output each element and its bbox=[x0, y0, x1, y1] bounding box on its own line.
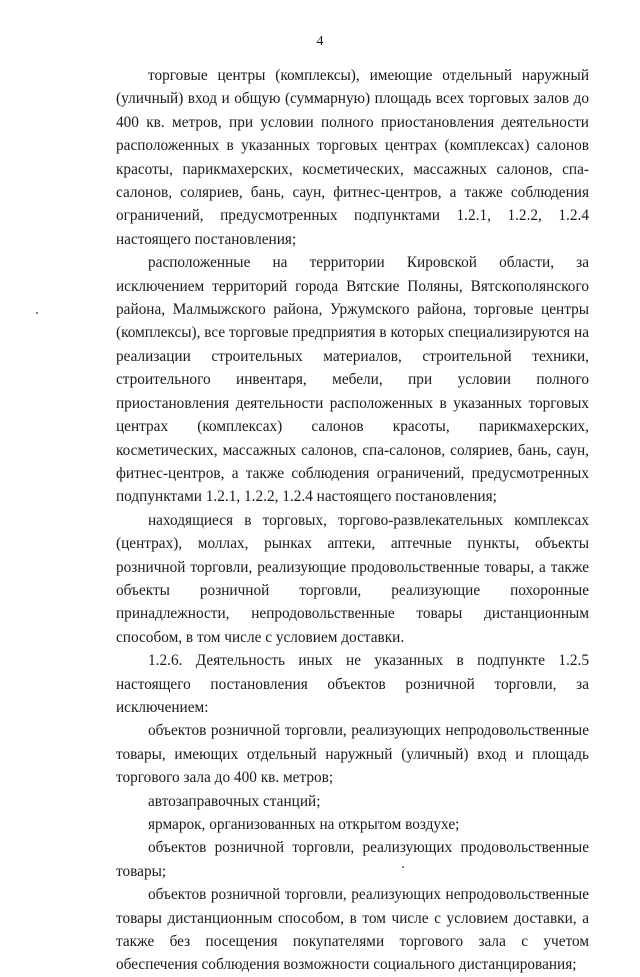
paragraph: автозаправочных станций; bbox=[148, 792, 321, 810]
paragraph: находящиеся в торговых, торгово-развлекательных комплексах (центрах), моллах, рынках аптеки, аптечные пункты, объекты розничной торговли, реализующие продовольственные товары, а также объекты розничной торговли, реализующие похоронные принадлежности, непродовольственные товары дистанционным способом, в том числе с условием доставки. bbox=[116, 511, 589, 646]
paragraph: объектов розничной торговли, реализующих непродовольственные товары, имеющих отдельный наружный (уличный) вход и площадь торгового зала до 400 кв. метров; bbox=[116, 722, 589, 787]
scan-speck bbox=[402, 866, 404, 868]
page-number: 4 bbox=[316, 34, 324, 49]
document-body bbox=[116, 64, 589, 977]
paragraph: ярмарок, организованных на открытом воздухе; bbox=[148, 816, 460, 833]
paragraph: 1.2.6. Деятельность иных не указанных в подпункте 1.2.5 настоящего постановления объектов розничной торговли, за исключением: bbox=[116, 652, 589, 716]
paragraph: расположенные на территории Кировской области, за исключением территорий города Вятские Поляны, Вятскополянского района, Малмыжского района, Уржумского района, торговые центры (комплексы), все торговые предприятия в которых специализируются на реализации строительных материалов, строительной техники, строительного инвентаря, мебели, при условии полного приостановления деятельности расположенных в указанных торговых центрах (комплексах) салонов красоты, парикмахерских, косметических, массажных салонов, спа-салонов, соляриев, бань, саун, фитнес-центров, а также соблюдения ограничений, предусмотренных подпунктами 1.2.1, 1.2.2, 1.2.4 настоящего постановления; bbox=[116, 254, 590, 506]
paragraph: объектов розничной торговли, реализующих непродовольственные товары дистанционным способом, в том числе с условием доставки, а также без посещения покупателями торгового зала с учетом обеспечения соблюдения возможности социального дистанцирования; bbox=[116, 886, 589, 974]
paragraph: торговые центры (комплексы), имеющие отдельный наружный (уличный) вход и общую (суммарную) площадь всех торговых залов до 400 кв. метров, при условии полного приостановления деятельности расположенных в указанных торговых центрах (комплексах) салонов красоты, парикмахерских, косметических, массажных салонов, спа-салонов, соляриев, бань, саун, фитнес-центров, а также соблюдения ограничений, предусмотренных подпунктами 1.2.1, 1.2.2, 1.2.4 настоящего постановления; bbox=[116, 67, 589, 248]
scan-speck bbox=[36, 312, 38, 314]
paragraph: объектов розничной торговли, реализующих продовольственные товары; bbox=[116, 839, 589, 880]
